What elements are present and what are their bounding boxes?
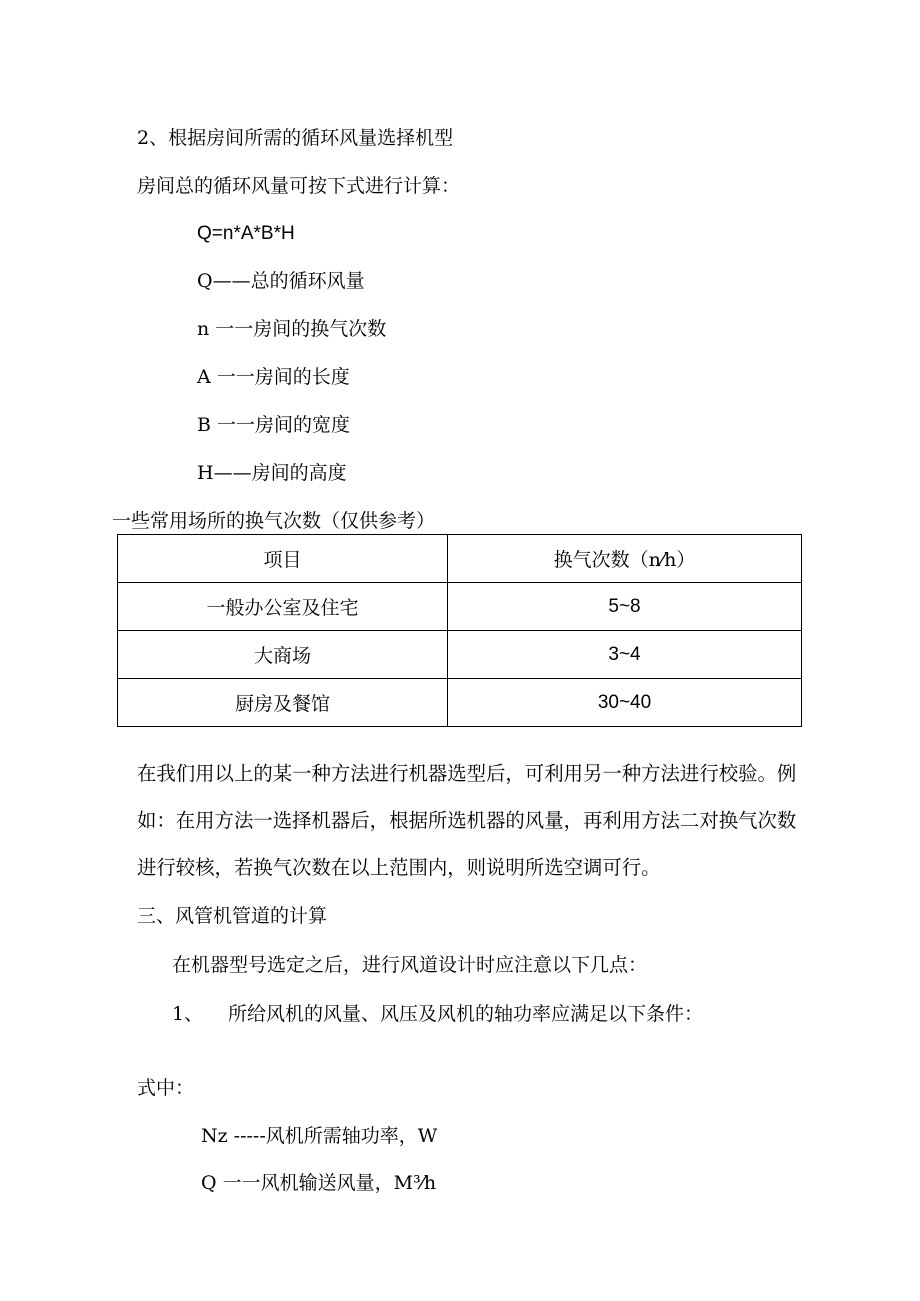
air-change-table <box>117 534 802 727</box>
list-item-number: 1、 <box>172 1003 204 1025</box>
var-q: Q 一一风机输送风量，M³⁄h <box>201 1172 437 1194</box>
table-row <box>118 583 802 631</box>
verify-line-2: 如：在用方法一选择机器后，根据所选机器的风量，再利用方法二对换气次数 <box>137 809 797 832</box>
list-item-text: 所给风机的风量、风压及风机的轴功率应满足以下条件： <box>228 1003 704 1025</box>
cell-place: 大商场 <box>118 631 448 679</box>
def-b: B 一一房间的宽度 <box>197 414 351 436</box>
verify-line-1: 在我们用以上的某一种方法进行机器选型后，可利用另一种方法进行校验。例 <box>137 762 797 785</box>
verify-line-3: 进行较核，若换气次数在以上范围内，则说明所选空调可行。 <box>137 856 661 879</box>
def-n: n 一一房间的换气次数 <box>197 318 387 340</box>
verify-paragraph <box>137 750 837 891</box>
formula: Q=n*A*B*H <box>197 223 295 244</box>
var-nz: Nz -----风机所需轴功率，W <box>201 1125 438 1147</box>
header-rate: 换气次数（n⁄h） <box>448 535 802 583</box>
section2-heading: 2、根据房间所需的循环风量选择机型 <box>137 127 454 149</box>
cell-place: 厨房及餐馆 <box>118 679 448 727</box>
where-label: 式中： <box>137 1077 195 1099</box>
def-a: A 一一房间的长度 <box>197 366 350 388</box>
cell-rate: 3~4 <box>448 631 802 679</box>
table-header-row <box>118 535 802 583</box>
def-q: Q——总的循环风量 <box>197 270 365 292</box>
section3-intro: 在机器型号选定之后，进行风道设计时应注意以下几点： <box>172 954 648 976</box>
def-h: H——房间的高度 <box>197 462 347 484</box>
section3-heading: 三、风管机管道的计算 <box>137 905 328 927</box>
table-caption: 一些常用场所的换气次数（仅供参考） <box>112 510 436 532</box>
cell-rate: 30~40 <box>448 679 802 727</box>
header-item: 项目 <box>118 535 448 583</box>
table-row <box>118 679 802 727</box>
cell-place: 一般办公室及住宅 <box>118 583 448 631</box>
section2-intro: 房间总的循环风量可按下式进行计算： <box>137 175 461 197</box>
table-row <box>118 631 802 679</box>
cell-rate: 5~8 <box>448 583 802 631</box>
